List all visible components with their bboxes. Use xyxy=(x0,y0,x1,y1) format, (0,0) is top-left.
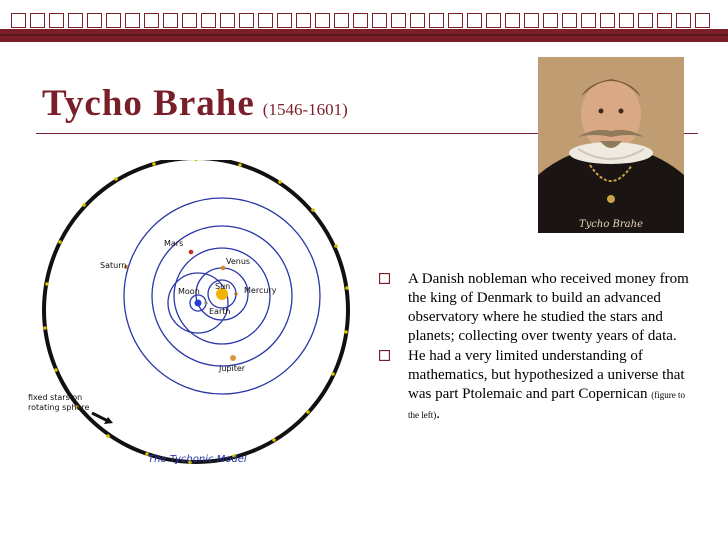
jupiter-body xyxy=(230,355,236,361)
tychonic-model-diagram xyxy=(0,160,370,480)
venus-body xyxy=(221,266,226,271)
top-decor-bar xyxy=(0,0,728,42)
diagram-caption: The Tychonic Model xyxy=(148,454,247,465)
label-fixed-stars-2: rotating sphere xyxy=(28,403,90,412)
label-moon: Moon xyxy=(178,287,200,296)
title-years: (1546-1601) xyxy=(262,100,348,119)
bullet-text: He had a very limited understanding of mathematics, but hypothesized a universe that was part Ptolemaic and part Copernican xyxy=(408,348,685,402)
bullet-item xyxy=(378,270,698,346)
square-bullet-icon xyxy=(379,350,390,361)
bullet-end: . xyxy=(436,406,440,422)
square-bullet-icon xyxy=(379,273,390,284)
earth-body xyxy=(195,300,202,307)
title-text: Tycho Brahe xyxy=(42,83,255,124)
label-fixed-stars-1: fixed stars on xyxy=(28,393,83,402)
mars-body xyxy=(189,250,194,255)
label-mercury: Mercury xyxy=(244,286,277,295)
label-earth: Earth xyxy=(209,307,231,316)
label-saturn: Saturn xyxy=(100,261,127,270)
label-venus: Venus xyxy=(226,257,251,266)
label-mars: Mars xyxy=(164,239,184,248)
portrait-image xyxy=(538,57,684,233)
moon-body xyxy=(204,301,207,304)
bullet-list xyxy=(378,270,698,426)
slide-title xyxy=(42,82,348,125)
bullet-note: (figure to the left) xyxy=(408,390,686,420)
mercury-body xyxy=(234,292,237,295)
portrait-caption: Tycho Brahe xyxy=(578,219,644,230)
bullet-text: A Danish nobleman who received money from the king of Denmark to build an advanced observatory where he studied the stars and planets; collecting over twenty years of data. xyxy=(408,271,689,344)
label-sun: Sun xyxy=(215,282,231,291)
bullet-item xyxy=(378,347,698,425)
label-jupiter: Jupiter xyxy=(219,364,246,373)
